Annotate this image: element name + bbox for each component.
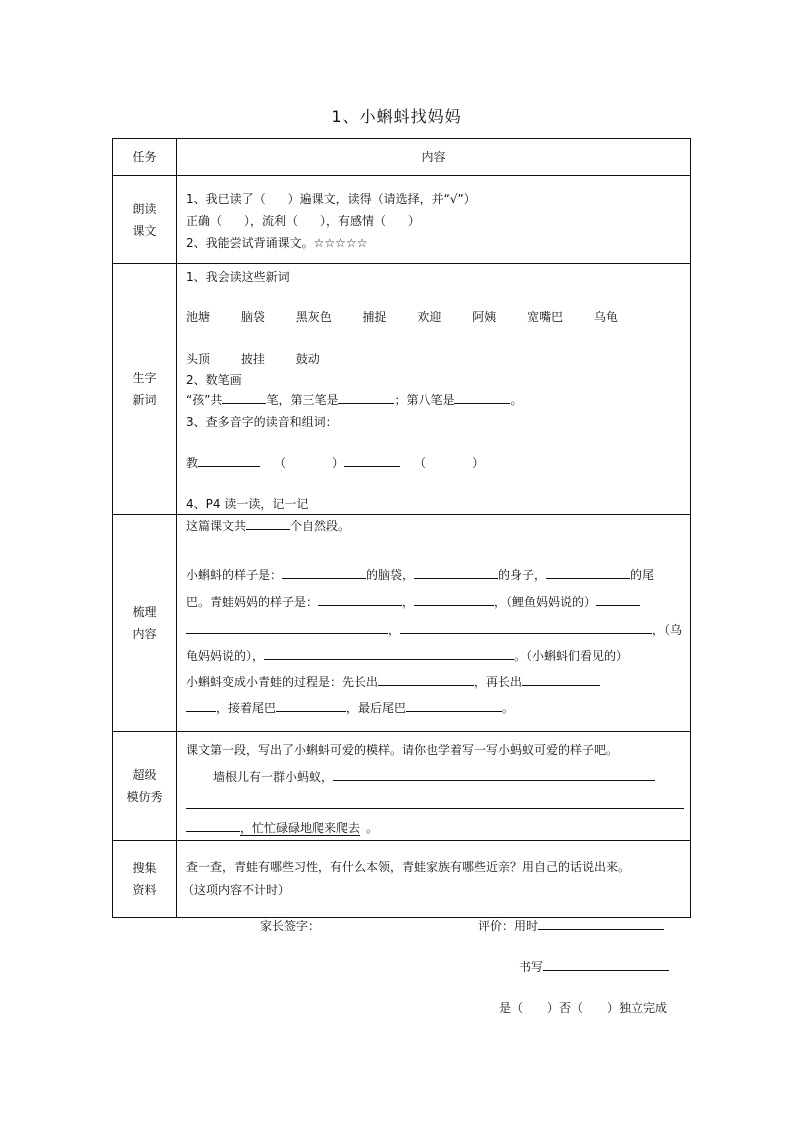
research-task-line1: 搜集 [132,861,157,875]
reading-task-line1: 朗读 [132,201,157,216]
word-item: 乌龟 [593,310,618,324]
research-row [113,841,691,918]
reading-task [113,176,177,264]
outline-p2: 小蝌蚪的样子是： 的脑袋， 的身子， 的尾 [186,568,655,582]
outline-p3: 巴。青蛙妈妈的样子是： ， ，（鲤鱼妈妈说的） [186,593,640,610]
words-row-2 [186,350,347,367]
header-task: 任务 [113,139,177,176]
task-table [112,138,691,918]
table-header-row [113,139,691,176]
header-content: 内容 [177,139,691,176]
blank[interactable] [414,593,494,606]
outline-p1: 这篇课文共 个自然段。 [186,519,351,533]
blank[interactable] [282,566,366,579]
stroke-question: “孩”共 笔，第三笔是 ；第八笔是 。 [186,393,523,407]
eval-time-row [478,917,664,934]
writing-row [519,958,669,975]
blank[interactable] [318,593,402,606]
word-item: 黑灰色 [295,310,332,324]
outline-row [113,515,691,732]
blank[interactable] [186,699,216,712]
writing-blank-1[interactable] [333,768,655,781]
imitation-l3: ，忙忙碌碌地爬来爬去 。 [186,819,378,836]
outline-p7: ，接着尾巴 ，最后尾巴 。 [186,699,514,716]
word-item: 脑袋 [240,310,265,324]
blank[interactable] [406,699,502,712]
writing-blank-2[interactable] [186,808,684,809]
imitation-task-line1: 超级 [132,768,157,782]
blank[interactable] [522,673,600,686]
research-l2: （这项内容不计时） [182,883,291,897]
blank[interactable] [264,647,514,660]
blank[interactable] [596,593,640,606]
imitation-row [113,732,691,841]
blank[interactable] [276,699,346,712]
outline-p4: ， ，（乌 [186,621,682,638]
writing-blank-3[interactable] [186,819,240,832]
newwords-task-line2: 新词 [132,393,157,407]
outline-task-line1: 梳理 [132,605,157,619]
blank[interactable] [400,621,652,634]
research-task [113,841,177,918]
imitation-l2: 墙根儿有一群小蚂蚁， [213,768,655,785]
word-item: 捕捉 [362,310,387,324]
imitation-content [177,732,691,841]
imitation-task [113,732,177,841]
newwords-row [113,264,691,515]
third-stroke-blank[interactable] [338,391,394,404]
pinyin-blank-2[interactable] [344,454,400,467]
reading-line2: 正确（ ），流利（ ），有感情（ ） [186,214,421,228]
eval-time-label: 评价：用时 [478,919,539,933]
word-item: 阿姨 [472,310,497,324]
independent-completion: 是（ ）否（ ）独立完成 [499,1001,668,1015]
blank[interactable] [546,566,630,579]
newwords-h2: 2、数笔画 [186,373,242,387]
eighth-stroke-blank[interactable] [454,391,510,404]
reading-row [113,176,691,264]
research-l1: 查一查，青蛙有哪些习性，有什么本领，青蛙家族有哪些近亲？用自己的话说出来。 [186,860,631,874]
word-item: 头顶 [186,352,211,366]
research-content [177,841,691,918]
page-title: 1、小蝌蚪找妈妈 [331,107,462,126]
pinyin-blank-1[interactable] [198,454,260,467]
newwords-task-line1: 生字 [132,371,157,385]
parent-signature-label: 家长签字： [260,919,321,933]
imitation-task-line2: 模仿秀 [126,790,163,804]
blank[interactable] [414,566,498,579]
writing-label: 书写 [519,960,544,974]
word-item: 披挂 [240,352,265,366]
outline-p6: 小蝌蚪变成小青蛙的过程是：先长出 ，再长出 [186,673,600,690]
blank[interactable] [378,673,474,686]
reading-content [177,176,691,264]
word-item: 池塘 [186,310,211,324]
blank[interactable] [186,621,388,634]
newwords-h4: 4、P4 读一读，记一记 [186,497,309,511]
newwords-task [113,264,177,515]
paragraph-count-blank[interactable] [246,517,290,530]
reading-line1: 1、我已读了（ ）遍课文，读得（请选择，并“√”） [186,192,476,206]
stroke-count-blank[interactable] [222,391,266,404]
time-blank[interactable] [538,917,664,930]
newwords-content [177,264,691,515]
words-row-1 [186,308,645,325]
word-item: 欢迎 [417,310,442,324]
newwords-h3: 3、查多音字的读音和组词： [186,415,338,429]
outline-content [177,515,691,732]
outline-p5: 龟妈妈说的）， 。（小蝌蚪们看见的） [186,649,629,663]
star-rating[interactable]: ☆☆☆☆☆ [313,236,368,250]
newwords-h1: 1、我会读这些新词 [186,270,290,284]
imitation-l1: 课文第一段，写出了小蝌蚪可爱的模样。请你也学着写一写小蚂蚁可爱的样子吧。 [186,743,619,757]
research-task-line2: 资料 [132,883,157,897]
writing-score-blank[interactable] [543,958,669,971]
outline-task [113,515,177,732]
word-item: 鼓动 [295,352,320,366]
word-item: 宽嘴巴 [527,310,564,324]
polyphone-row: 教 （ ） （ ） [186,456,485,470]
reading-line3: 2、我能尝试背诵课文。☆☆☆☆☆ [186,236,368,250]
outline-task-line2: 内容 [132,627,157,641]
reading-task-line2: 课文 [132,223,157,238]
